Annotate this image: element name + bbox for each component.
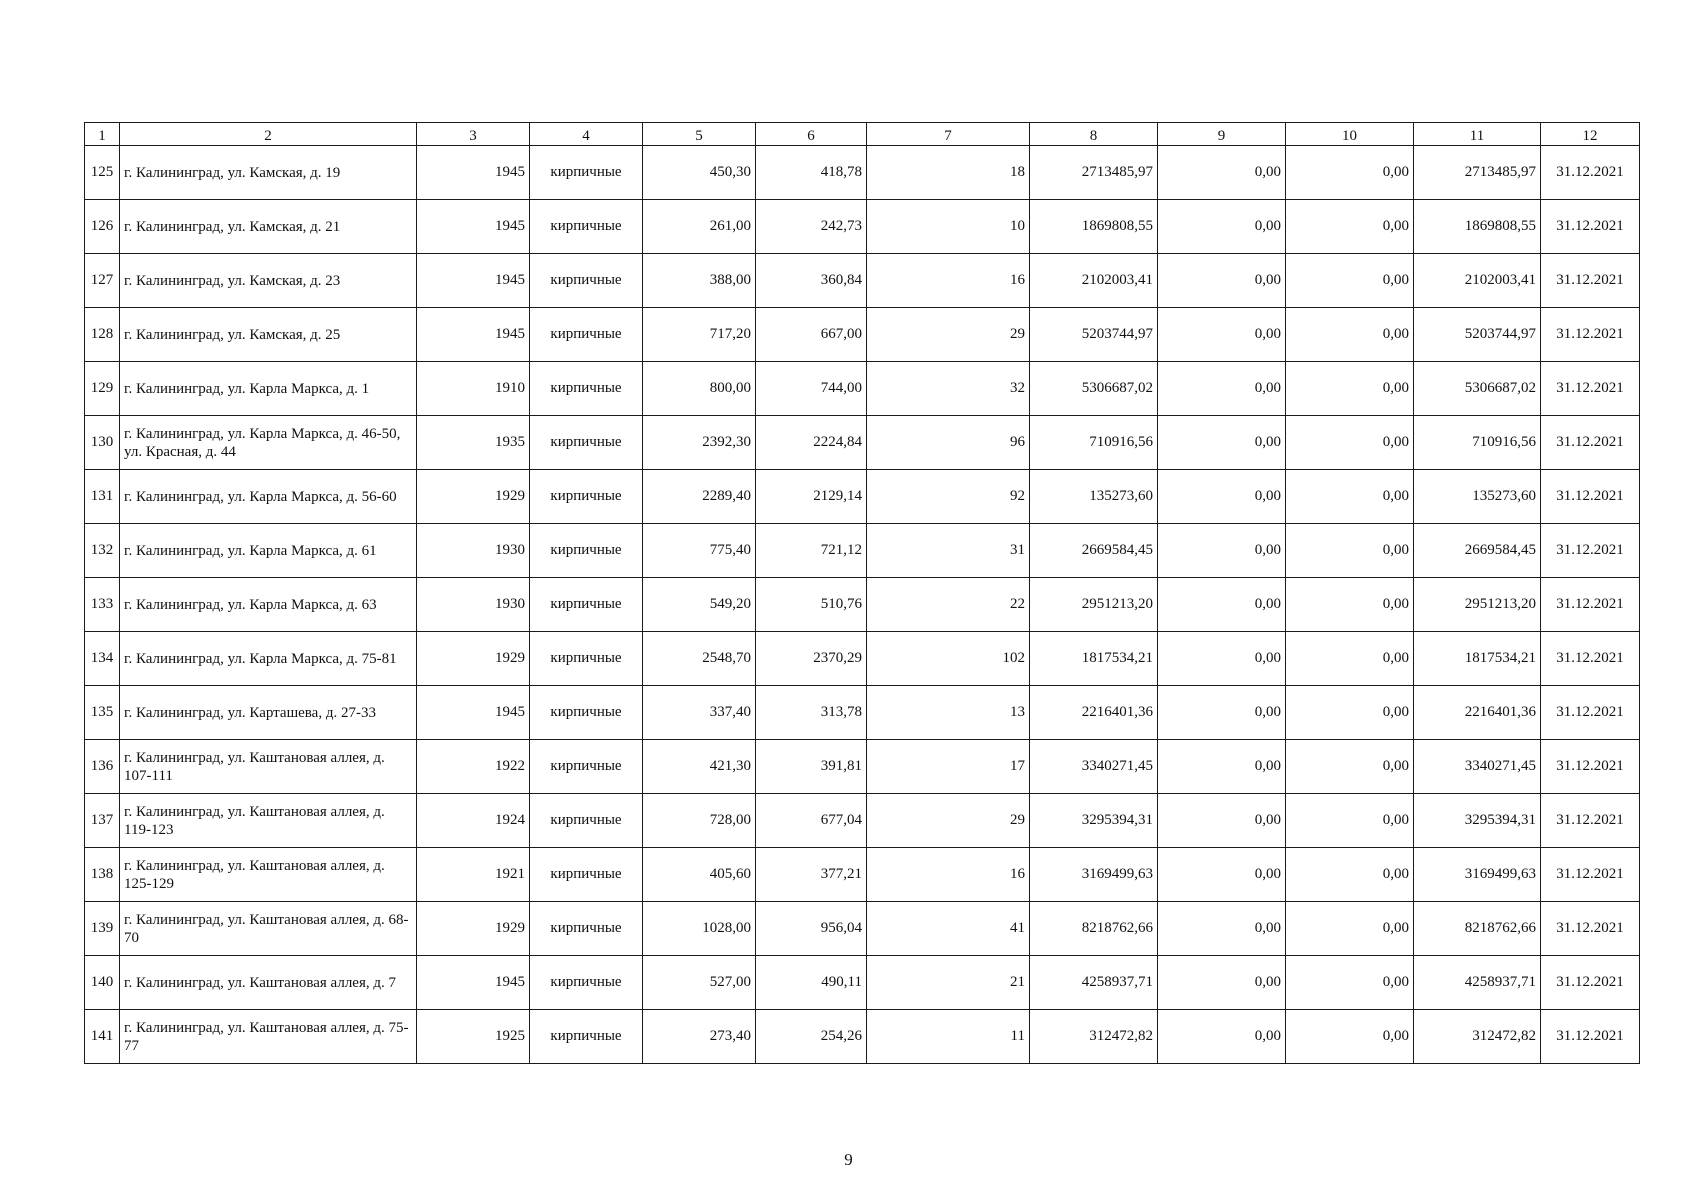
table-row (85, 200, 1640, 254)
table-cell-col-8: 1817534,21 (1030, 632, 1158, 686)
table-cell-col-5: 717,20 (643, 308, 756, 362)
table-cell-col-4: кирпичные (530, 578, 643, 632)
table-cell-col-1: 139 (85, 902, 120, 956)
table-cell-col-8: 2102003,41 (1030, 254, 1158, 308)
table-cell-col-2: г. Калининград, ул. Камская, д. 23 (120, 254, 417, 308)
table-cell-col-11: 2669584,45 (1414, 524, 1541, 578)
table-cell-col-12: 31.12.2021 (1541, 902, 1640, 956)
table-cell-col-7: 18 (867, 146, 1030, 200)
table-cell-col-3: 1935 (417, 416, 530, 470)
table-cell-col-5: 800,00 (643, 362, 756, 416)
table-cell-col-10: 0,00 (1286, 578, 1414, 632)
column-header-7: 7 (867, 123, 1030, 146)
table-cell-col-7: 22 (867, 578, 1030, 632)
table-cell-col-2: г. Калининград, ул. Каштановая аллея, д. 75-77 (120, 1010, 417, 1064)
table-cell-col-1: 141 (85, 1010, 120, 1064)
table-cell-col-11: 1869808,55 (1414, 200, 1541, 254)
table-cell-col-10: 0,00 (1286, 740, 1414, 794)
table-cell-col-6: 490,11 (756, 956, 867, 1010)
table-cell-col-1: 125 (85, 146, 120, 200)
table-cell-col-11: 4258937,71 (1414, 956, 1541, 1010)
table-cell-col-4: кирпичные (530, 470, 643, 524)
table-row (85, 740, 1640, 794)
table-cell-col-1: 133 (85, 578, 120, 632)
table-cell-col-3: 1929 (417, 632, 530, 686)
table-cell-col-11: 135273,60 (1414, 470, 1541, 524)
table-cell-col-7: 102 (867, 632, 1030, 686)
table-cell-col-6: 313,78 (756, 686, 867, 740)
table-cell-col-6: 667,00 (756, 308, 867, 362)
table-cell-col-10: 0,00 (1286, 146, 1414, 200)
table-cell-col-1: 140 (85, 956, 120, 1010)
table-cell-col-7: 16 (867, 254, 1030, 308)
table-cell-col-8: 2951213,20 (1030, 578, 1158, 632)
table-row (85, 524, 1640, 578)
table-cell-col-12: 31.12.2021 (1541, 686, 1640, 740)
table-cell-col-11: 710916,56 (1414, 416, 1541, 470)
table-cell-col-9: 0,00 (1158, 1010, 1286, 1064)
table-cell-col-12: 31.12.2021 (1541, 578, 1640, 632)
table-row (85, 470, 1640, 524)
table-cell-col-7: 16 (867, 848, 1030, 902)
housing-register-table (84, 122, 1640, 1064)
table-row (85, 632, 1640, 686)
table-cell-col-4: кирпичные (530, 1010, 643, 1064)
table-cell-col-5: 2548,70 (643, 632, 756, 686)
table-cell-col-4: кирпичные (530, 362, 643, 416)
table-cell-col-12: 31.12.2021 (1541, 254, 1640, 308)
table-cell-col-5: 388,00 (643, 254, 756, 308)
table-cell-col-9: 0,00 (1158, 416, 1286, 470)
table-cell-col-11: 2216401,36 (1414, 686, 1541, 740)
column-header-1: 1 (85, 123, 120, 146)
table-cell-col-8: 1869808,55 (1030, 200, 1158, 254)
table-cell-col-5: 450,30 (643, 146, 756, 200)
table-cell-col-8: 2713485,97 (1030, 146, 1158, 200)
table-cell-col-5: 337,40 (643, 686, 756, 740)
table-cell-col-5: 549,20 (643, 578, 756, 632)
table-cell-col-4: кирпичные (530, 956, 643, 1010)
table-row (85, 956, 1640, 1010)
table-cell-col-5: 405,60 (643, 848, 756, 902)
table-cell-col-8: 135273,60 (1030, 470, 1158, 524)
table-cell-col-10: 0,00 (1286, 848, 1414, 902)
table-cell-col-4: кирпичные (530, 416, 643, 470)
table-row (85, 902, 1640, 956)
table-cell-col-6: 2370,29 (756, 632, 867, 686)
table-cell-col-2: г. Калининград, ул. Карла Маркса, д. 63 (120, 578, 417, 632)
table-cell-col-1: 131 (85, 470, 120, 524)
table-cell-col-10: 0,00 (1286, 254, 1414, 308)
table-cell-col-3: 1945 (417, 686, 530, 740)
table-cell-col-5: 775,40 (643, 524, 756, 578)
table-cell-col-12: 31.12.2021 (1541, 200, 1640, 254)
table-cell-col-5: 2289,40 (643, 470, 756, 524)
table-cell-col-3: 1945 (417, 956, 530, 1010)
table-cell-col-9: 0,00 (1158, 362, 1286, 416)
table-row (85, 362, 1640, 416)
table-cell-col-3: 1945 (417, 308, 530, 362)
column-header-4: 4 (530, 123, 643, 146)
table-cell-col-11: 1817534,21 (1414, 632, 1541, 686)
table-cell-col-9: 0,00 (1158, 254, 1286, 308)
table-cell-col-8: 710916,56 (1030, 416, 1158, 470)
column-header-3: 3 (417, 123, 530, 146)
table-cell-col-6: 510,76 (756, 578, 867, 632)
table-cell-col-7: 21 (867, 956, 1030, 1010)
table-cell-col-5: 2392,30 (643, 416, 756, 470)
table-cell-col-4: кирпичные (530, 794, 643, 848)
table-cell-col-7: 41 (867, 902, 1030, 956)
table-cell-col-6: 721,12 (756, 524, 867, 578)
table-cell-col-1: 126 (85, 200, 120, 254)
table-cell-col-3: 1945 (417, 254, 530, 308)
table-cell-col-4: кирпичные (530, 200, 643, 254)
table-cell-col-3: 1945 (417, 200, 530, 254)
table-cell-col-2: г. Калининград, ул. Камская, д. 25 (120, 308, 417, 362)
table-cell-col-11: 8218762,66 (1414, 902, 1541, 956)
table-cell-col-8: 5306687,02 (1030, 362, 1158, 416)
table-cell-col-7: 13 (867, 686, 1030, 740)
table-row (85, 254, 1640, 308)
table-cell-col-6: 956,04 (756, 902, 867, 956)
table-header-row (85, 123, 1640, 146)
table-cell-col-2: г. Калининград, ул. Каштановая аллея, д. 107-111 (120, 740, 417, 794)
table-cell-col-6: 254,26 (756, 1010, 867, 1064)
column-header-10: 10 (1286, 123, 1414, 146)
table-cell-col-11: 5306687,02 (1414, 362, 1541, 416)
table-cell-col-4: кирпичные (530, 308, 643, 362)
table-row (85, 686, 1640, 740)
table-cell-col-7: 29 (867, 308, 1030, 362)
table-cell-col-9: 0,00 (1158, 470, 1286, 524)
table-row (85, 794, 1640, 848)
table-cell-col-6: 418,78 (756, 146, 867, 200)
column-header-11: 11 (1414, 123, 1541, 146)
table-cell-col-9: 0,00 (1158, 740, 1286, 794)
table-cell-col-1: 130 (85, 416, 120, 470)
table-cell-col-10: 0,00 (1286, 524, 1414, 578)
table-cell-col-11: 2102003,41 (1414, 254, 1541, 308)
column-header-6: 6 (756, 123, 867, 146)
table-cell-col-12: 31.12.2021 (1541, 956, 1640, 1010)
table-cell-col-2: г. Калининград, ул. Карташева, д. 27-33 (120, 686, 417, 740)
table-cell-col-9: 0,00 (1158, 956, 1286, 1010)
table-cell-col-12: 31.12.2021 (1541, 524, 1640, 578)
table-cell-col-6: 677,04 (756, 794, 867, 848)
table-cell-col-7: 11 (867, 1010, 1030, 1064)
table-cell-col-2: г. Калининград, ул. Карла Маркса, д. 75-81 (120, 632, 417, 686)
table-cell-col-9: 0,00 (1158, 848, 1286, 902)
table-cell-col-9: 0,00 (1158, 200, 1286, 254)
table-cell-col-9: 0,00 (1158, 686, 1286, 740)
table-cell-col-12: 31.12.2021 (1541, 848, 1640, 902)
table-cell-col-2: г. Калининград, ул. Каштановая аллея, д. 68-70 (120, 902, 417, 956)
table-cell-col-8: 3340271,45 (1030, 740, 1158, 794)
table-cell-col-12: 31.12.2021 (1541, 146, 1640, 200)
table-row (85, 416, 1640, 470)
table-cell-col-3: 1929 (417, 470, 530, 524)
table-cell-col-7: 96 (867, 416, 1030, 470)
table-cell-col-7: 17 (867, 740, 1030, 794)
table-cell-col-10: 0,00 (1286, 794, 1414, 848)
table-cell-col-6: 2224,84 (756, 416, 867, 470)
table-cell-col-2: г. Калининград, ул. Каштановая аллея, д. 7 (120, 956, 417, 1010)
table-cell-col-10: 0,00 (1286, 1010, 1414, 1064)
table-cell-col-12: 31.12.2021 (1541, 1010, 1640, 1064)
table-cell-col-12: 31.12.2021 (1541, 740, 1640, 794)
table-cell-col-7: 32 (867, 362, 1030, 416)
table-cell-col-8: 2669584,45 (1030, 524, 1158, 578)
table-cell-col-12: 31.12.2021 (1541, 362, 1640, 416)
table-body (85, 146, 1640, 1064)
table-cell-col-1: 135 (85, 686, 120, 740)
table-cell-col-8: 5203744,97 (1030, 308, 1158, 362)
table-cell-col-7: 31 (867, 524, 1030, 578)
table-cell-col-2: г. Калининград, ул. Каштановая аллея, д. 119-123 (120, 794, 417, 848)
table-cell-col-4: кирпичные (530, 632, 643, 686)
table-row (85, 848, 1640, 902)
table-cell-col-11: 312472,82 (1414, 1010, 1541, 1064)
table-cell-col-8: 3169499,63 (1030, 848, 1158, 902)
table-cell-col-4: кирпичные (530, 902, 643, 956)
table-cell-col-1: 134 (85, 632, 120, 686)
table-cell-col-5: 421,30 (643, 740, 756, 794)
table-cell-col-10: 0,00 (1286, 362, 1414, 416)
table-cell-col-11: 2951213,20 (1414, 578, 1541, 632)
table-cell-col-1: 136 (85, 740, 120, 794)
table-cell-col-6: 242,73 (756, 200, 867, 254)
table-cell-col-4: кирпичные (530, 146, 643, 200)
table-row (85, 308, 1640, 362)
column-header-5: 5 (643, 123, 756, 146)
table-cell-col-3: 1922 (417, 740, 530, 794)
table-cell-col-9: 0,00 (1158, 524, 1286, 578)
column-header-9: 9 (1158, 123, 1286, 146)
table-cell-col-5: 728,00 (643, 794, 756, 848)
table-cell-col-11: 3295394,31 (1414, 794, 1541, 848)
table-cell-col-1: 138 (85, 848, 120, 902)
table-cell-col-9: 0,00 (1158, 308, 1286, 362)
table-cell-col-7: 92 (867, 470, 1030, 524)
table-cell-col-7: 10 (867, 200, 1030, 254)
table-cell-col-8: 2216401,36 (1030, 686, 1158, 740)
table-cell-col-10: 0,00 (1286, 632, 1414, 686)
table-cell-col-9: 0,00 (1158, 794, 1286, 848)
table-cell-col-2: г. Калининград, ул. Карла Маркса, д. 1 (120, 362, 417, 416)
table-cell-col-12: 31.12.2021 (1541, 470, 1640, 524)
table-cell-col-9: 0,00 (1158, 632, 1286, 686)
table-cell-col-12: 31.12.2021 (1541, 416, 1640, 470)
table-cell-col-5: 273,40 (643, 1010, 756, 1064)
table-cell-col-3: 1910 (417, 362, 530, 416)
table-cell-col-6: 744,00 (756, 362, 867, 416)
table-cell-col-12: 31.12.2021 (1541, 794, 1640, 848)
table-cell-col-6: 2129,14 (756, 470, 867, 524)
table-cell-col-4: кирпичные (530, 848, 643, 902)
table-cell-col-10: 0,00 (1286, 470, 1414, 524)
table-cell-col-6: 391,81 (756, 740, 867, 794)
table-cell-col-3: 1929 (417, 902, 530, 956)
table-cell-col-10: 0,00 (1286, 416, 1414, 470)
table-cell-col-11: 5203744,97 (1414, 308, 1541, 362)
table-cell-col-5: 261,00 (643, 200, 756, 254)
table-cell-col-10: 0,00 (1286, 956, 1414, 1010)
table-cell-col-6: 377,21 (756, 848, 867, 902)
table-cell-col-10: 0,00 (1286, 902, 1414, 956)
table-cell-col-3: 1945 (417, 146, 530, 200)
table-cell-col-3: 1925 (417, 1010, 530, 1064)
table-row (85, 146, 1640, 200)
table-cell-col-10: 0,00 (1286, 686, 1414, 740)
table-cell-col-3: 1930 (417, 524, 530, 578)
table-cell-col-4: кирпичные (530, 740, 643, 794)
table-cell-col-3: 1921 (417, 848, 530, 902)
table-cell-col-2: г. Калининград, ул. Карла Маркса, д. 61 (120, 524, 417, 578)
table-cell-col-10: 0,00 (1286, 308, 1414, 362)
table-cell-col-2: г. Калининград, ул. Камская, д. 19 (120, 146, 417, 200)
table-cell-col-11: 3340271,45 (1414, 740, 1541, 794)
table-cell-col-2: г. Калининград, ул. Карла Маркса, д. 56-60 (120, 470, 417, 524)
table-cell-col-9: 0,00 (1158, 146, 1286, 200)
table-cell-col-8: 3295394,31 (1030, 794, 1158, 848)
table-cell-col-3: 1930 (417, 578, 530, 632)
table-cell-col-1: 137 (85, 794, 120, 848)
document-table-container (84, 122, 1640, 1064)
table-cell-col-11: 2713485,97 (1414, 146, 1541, 200)
table-cell-col-2: г. Калининград, ул. Каштановая аллея, д. 125-129 (120, 848, 417, 902)
table-cell-col-7: 29 (867, 794, 1030, 848)
table-cell-col-1: 132 (85, 524, 120, 578)
table-cell-col-3: 1924 (417, 794, 530, 848)
table-cell-col-9: 0,00 (1158, 578, 1286, 632)
table-cell-col-11: 3169499,63 (1414, 848, 1541, 902)
table-cell-col-12: 31.12.2021 (1541, 308, 1640, 362)
table-cell-col-2: г. Калининград, ул. Камская, д. 21 (120, 200, 417, 254)
table-cell-col-4: кирпичные (530, 524, 643, 578)
table-row (85, 578, 1640, 632)
table-cell-col-2: г. Калининград, ул. Карла Маркса, д. 46-50, ул. Красная, д. 44 (120, 416, 417, 470)
table-cell-col-1: 128 (85, 308, 120, 362)
table-cell-col-10: 0,00 (1286, 200, 1414, 254)
table-cell-col-6: 360,84 (756, 254, 867, 308)
table-cell-col-5: 527,00 (643, 956, 756, 1010)
table-cell-col-8: 312472,82 (1030, 1010, 1158, 1064)
column-header-8: 8 (1030, 123, 1158, 146)
table-row (85, 1010, 1640, 1064)
column-header-12: 12 (1541, 123, 1640, 146)
page-number: 9 (844, 1150, 853, 1169)
table-cell-col-8: 4258937,71 (1030, 956, 1158, 1010)
table-cell-col-1: 127 (85, 254, 120, 308)
table-cell-col-1: 129 (85, 362, 120, 416)
table-cell-col-8: 8218762,66 (1030, 902, 1158, 956)
column-header-2: 2 (120, 123, 417, 146)
table-cell-col-5: 1028,00 (643, 902, 756, 956)
table-cell-col-9: 0,00 (1158, 902, 1286, 956)
table-cell-col-12: 31.12.2021 (1541, 632, 1640, 686)
table-cell-col-4: кирпичные (530, 254, 643, 308)
table-cell-col-4: кирпичные (530, 686, 643, 740)
